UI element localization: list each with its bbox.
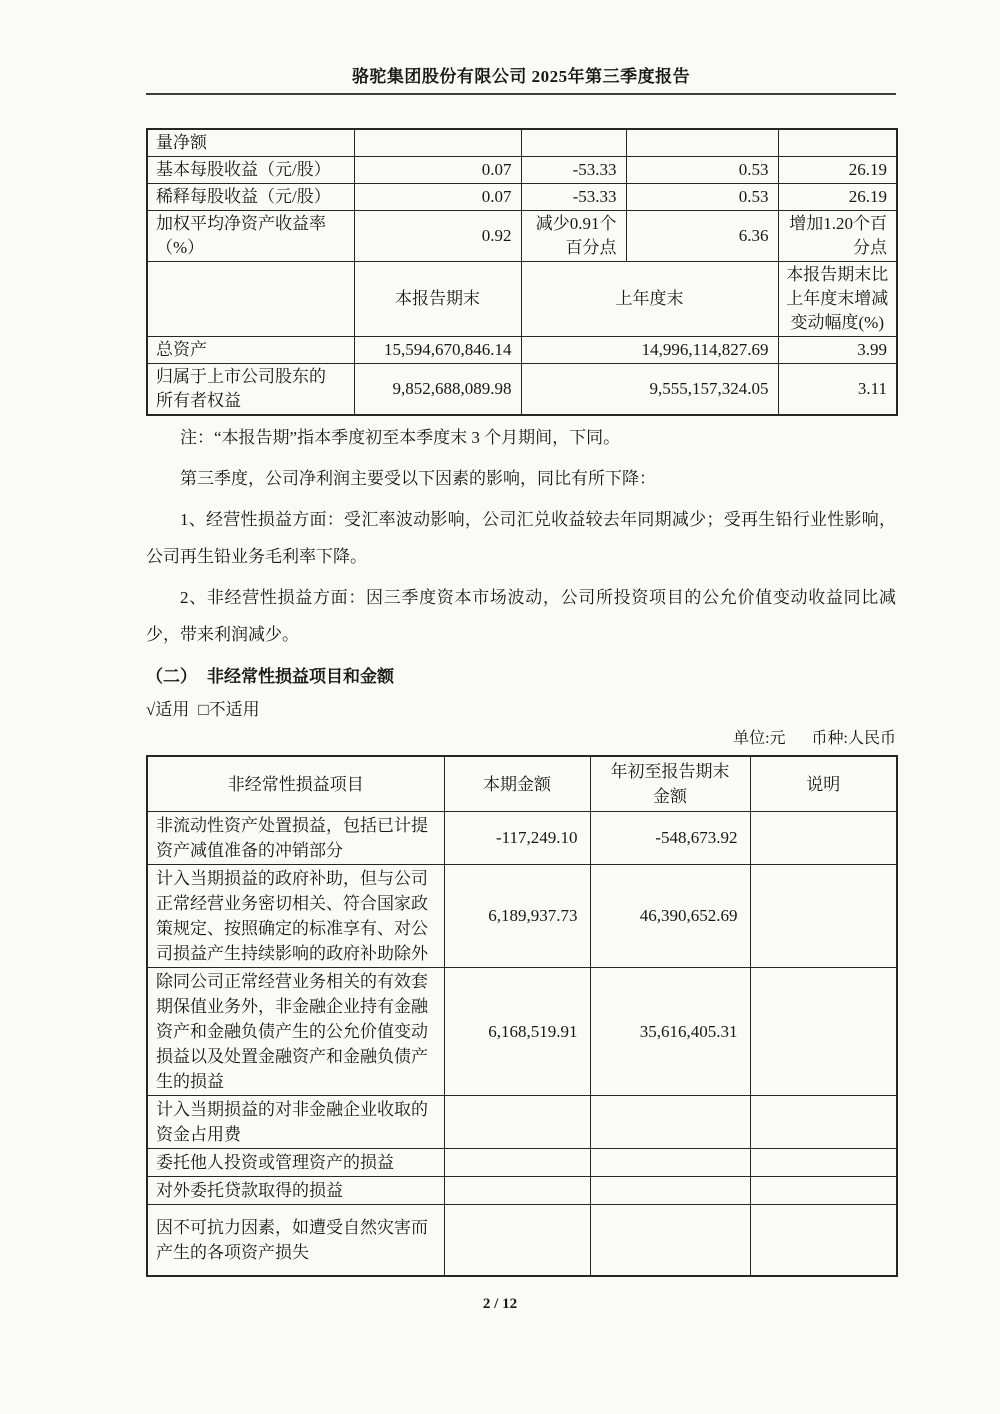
table-row <box>147 812 897 865</box>
currency-label: 币种:人民币 <box>811 730 896 747</box>
note-cell <box>750 865 897 968</box>
cell-value: 26.19 <box>778 184 897 211</box>
cell-value: 3.99 <box>778 337 897 364</box>
cell-value: 15,594,670,846.14 <box>354 337 521 364</box>
amount-cell <box>590 1205 750 1277</box>
column-header-note: 说明 <box>750 756 897 812</box>
note-paragraph: 1、经营性损益方面：受汇率波动影响，公司汇兑收益较去年同期减少；受再生铅行业性影响，公司再生铅业务毛利率下降。 <box>146 510 896 566</box>
table-row <box>147 157 897 184</box>
report-header <box>146 0 896 95</box>
cell-value: 0.92 <box>354 211 521 262</box>
amount-cell: 6,189,937.73 <box>444 865 590 968</box>
amount-cell <box>590 1096 750 1149</box>
page-number: 2 / 12 <box>482 1296 518 1312</box>
table-row <box>147 865 897 968</box>
cell-value: 26.19 <box>778 157 897 184</box>
column-header-prior-year: 上年度末 <box>521 262 778 337</box>
header-row <box>147 756 897 812</box>
section-title: 非经常性损益项目和金额 <box>207 667 394 686</box>
cell-value: 增加1.20个百分点 <box>778 211 897 262</box>
amount-cell: 46,390,652.69 <box>590 865 750 968</box>
note-paragraph: 第三季度，公司净利润主要受以下因素的影响，同比有所下降： <box>180 469 656 488</box>
table-row <box>147 1096 897 1149</box>
cell-value: 0.53 <box>626 157 778 184</box>
amount-cell <box>444 1149 590 1177</box>
table-row <box>147 1149 897 1177</box>
period-header-row <box>147 262 897 337</box>
amount-cell: -548,673.92 <box>590 812 750 865</box>
table-row <box>147 1177 897 1205</box>
cell-value: 0.07 <box>354 157 521 184</box>
summary-table <box>146 128 898 416</box>
note-cell <box>750 968 897 1096</box>
empty-cell <box>147 262 354 337</box>
row-label: 基本每股收益（元/股） <box>147 157 354 184</box>
column-header-current-amount: 本期金额 <box>444 756 590 812</box>
unit-currency-line <box>146 727 896 751</box>
page-title: 骆驼集团股份有限公司 2025年第三季度报告 <box>351 67 691 86</box>
row-label: 量净额 <box>147 129 354 157</box>
note-cell <box>750 812 897 865</box>
column-header-change: 本报告期末比上年度末增减变动幅度(%) <box>778 262 897 337</box>
note-cell <box>750 1096 897 1149</box>
cell-value <box>354 129 521 157</box>
section-heading <box>146 663 896 691</box>
item-cell: 除同公司正常经营业务相关的有效套期保值业务外，非金融企业持有金融资产和金融负债产生的公允价值变动损益以及处置金融资产和金融负债产生的损益 <box>147 968 444 1096</box>
table-row <box>147 337 897 364</box>
item-cell: 计入当期损益的对非金融企业收取的资金占用费 <box>147 1096 444 1149</box>
table-row <box>147 211 897 262</box>
applicability-line <box>146 697 896 723</box>
row-label: 归属于上市公司股东的所有者权益 <box>147 364 354 416</box>
amount-cell <box>590 1149 750 1177</box>
note-cell <box>750 1205 897 1277</box>
cell-value: 9,555,157,324.05 <box>521 364 778 416</box>
amount-cell: 6,168,519.91 <box>444 968 590 1096</box>
amount-cell: -117,249.10 <box>444 812 590 865</box>
unit-label: 单位:元 <box>733 730 786 747</box>
cell-value: -53.33 <box>521 157 626 184</box>
row-label: 加权平均净资产收益率（%） <box>147 211 354 262</box>
item-cell: 非流动性资产处置损益，包括已计提资产减值准备的冲销部分 <box>147 812 444 865</box>
cell-value: 14,996,114,827.69 <box>521 337 778 364</box>
cell-value: 9,852,688,089.98 <box>354 364 521 416</box>
note-paragraph: 2、非经营性损益方面：因三季度资本市场波动，公司所投资项目的公允价值变动收益同比减少，带来利润减少。 <box>146 588 896 644</box>
item-cell: 委托他人投资或管理资产的损益 <box>147 1149 444 1177</box>
cell-value: 0.53 <box>626 184 778 211</box>
item-cell: 因不可抗力因素，如遭受自然灾害而产生的各项资产损失 <box>147 1205 444 1277</box>
row-label: 稀释每股收益（元/股） <box>147 184 354 211</box>
item-cell: 计入当期损益的政府补助，但与公司正常经营业务密切相关、符合国家政策规定、按照确定的标准享有、对公司损益产生持续影响的政府补助除外 <box>147 865 444 968</box>
column-header-ytd-amount: 年初至报告期末金额 <box>590 756 750 812</box>
applicable-option-checked: √适用 <box>146 700 190 719</box>
table-row <box>147 968 897 1096</box>
cell-value <box>521 129 626 157</box>
cell-value: 3.11 <box>778 364 897 416</box>
amount-cell: 35,616,405.31 <box>590 968 750 1096</box>
row-label: 总资产 <box>147 337 354 364</box>
cell-value: 减少0.91个百分点 <box>521 211 626 262</box>
cell-value: 6.36 <box>626 211 778 262</box>
applicable-option-unchecked: □不适用 <box>198 700 260 719</box>
amount-cell <box>444 1096 590 1149</box>
table-row <box>147 184 897 211</box>
nonrecurring-table <box>146 755 898 1277</box>
column-header-current-period: 本报告期末 <box>354 262 521 337</box>
note-paragraph: 注：“本报告期”指本季度初至本季度末 3 个月期间，下同。 <box>180 428 621 447</box>
table-row <box>147 364 897 416</box>
amount-cell <box>444 1205 590 1277</box>
cell-value <box>778 129 897 157</box>
note-cell <box>750 1177 897 1205</box>
page-content <box>146 128 896 1277</box>
column-header-item: 非经常性损益项目 <box>147 756 444 812</box>
note-cell <box>750 1149 897 1177</box>
amount-cell <box>444 1177 590 1205</box>
amount-cell <box>590 1177 750 1205</box>
item-cell: 对外委托贷款取得的损益 <box>147 1177 444 1205</box>
cell-value <box>626 129 778 157</box>
section-number: （二） <box>146 667 197 686</box>
cell-value: 0.07 <box>354 184 521 211</box>
cell-value: -53.33 <box>521 184 626 211</box>
table-row <box>147 129 897 157</box>
table-row <box>147 1205 897 1277</box>
